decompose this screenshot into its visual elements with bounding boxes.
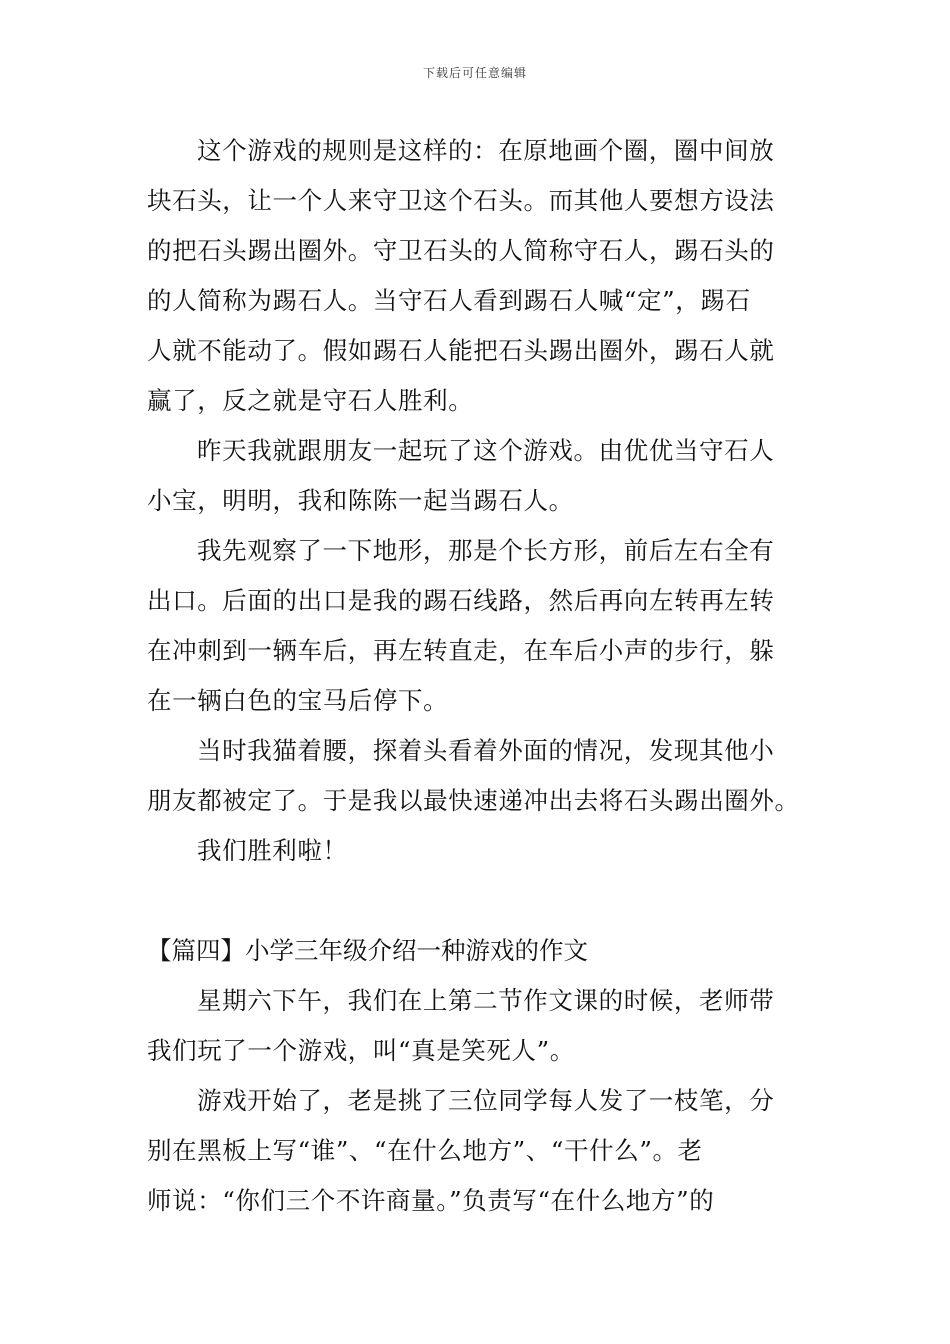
paragraph-line: 星期六下午，我们在上第二节作文课的时候，老师带 [197,986,775,1015]
paragraph-line: 别在黑板上写“谁”、“在什么地方”、“干什么”。老 [147,1136,703,1165]
paragraph-line: 我们玩了一个游戏，叫“真是笑死人”。 [147,1036,575,1065]
paragraph-line: 游戏开始了，老是挑了三位同学每人发了一枝笔，分 [197,1086,775,1115]
paragraph-line: 这个游戏的规则是这样的：在原地画个圈，圈中间放 [197,136,775,165]
paragraph-line: 我们胜利啦！ [197,836,348,865]
document-body [147,126,807,1226]
paragraph-line: 的人简称为踢石人。当守石人看到踢石人喊“定”，踢石 [147,286,751,315]
paragraph-line: 当时我猫着腰，探着头看着外面的情况，发现其他小 [197,736,775,765]
paragraph-line: 昨天我就跟朋友一起玩了这个游戏。由优优当守石人 [197,436,775,465]
paragraph-line: 在一辆白色的宝马后停下。 [147,686,449,715]
paragraph-line: 我先观察了一下地形，那是个长方形，前后左右全有 [197,536,775,565]
section-spacer [147,876,807,926]
paragraph-line: 赢了，反之就是守石人胜利。 [147,386,474,415]
paragraph-line: 出口。后面的出口是我的踢石线路，然后再向左转再左转 [147,586,775,615]
paragraph-line: 师说：“你们三个不许商量。”负责写“在什么地方”的 [147,1186,715,1215]
paragraph-line: 小宝，明明，我和陈陈一起当踢石人。 [147,486,574,515]
page-header-note: 下载后可任意编辑 [422,66,527,80]
paragraph-line: 人就不能动了。假如踢石人能把石头踢出圈外，踢石人就 [147,336,775,365]
paragraph-line: 朋友都被定了。于是我以最快速递冲出去将石头踢出圈外。 [147,786,800,815]
section-title: 【篇四】小学三年级介绍一种游戏的作文 [147,936,588,965]
paragraph-line: 在冲刺到一辆车后，再左转直走，在车后小声的步行，躲 [147,636,775,665]
paragraph-line: 的把石头踢出圈外。守卫石头的人简称守石人，踢石头的 [147,236,775,265]
paragraph-line: 块石头，让一个人来守卫这个石头。而其他人要想方设法 [147,186,775,215]
